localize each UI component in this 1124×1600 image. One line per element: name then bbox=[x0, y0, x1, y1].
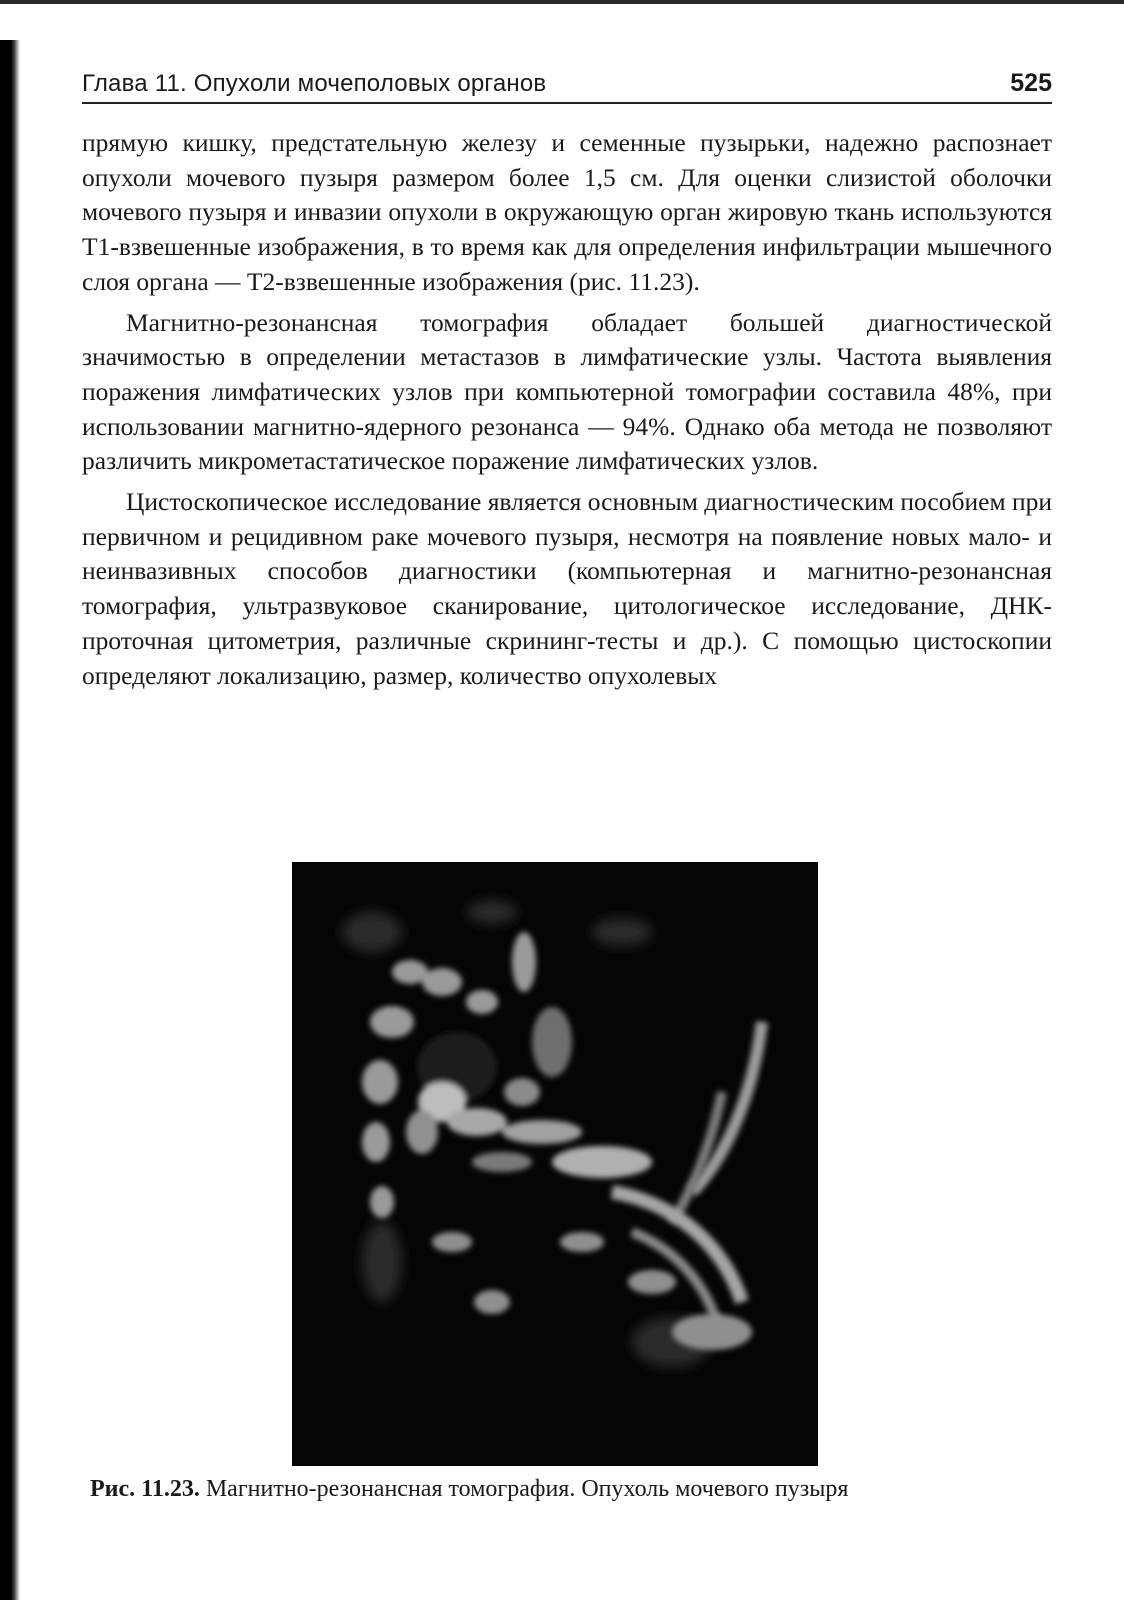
mri-figure bbox=[292, 862, 818, 1466]
figure-caption bbox=[90, 1476, 1050, 1503]
body-text bbox=[82, 126, 1052, 699]
figure-caption-label: Рис. 11.23. bbox=[90, 1476, 200, 1502]
chapter-title: Глава 11. Опухоли мочеполовых органов bbox=[82, 70, 547, 97]
mri-scan-image bbox=[292, 862, 818, 1466]
book-spine-shadow bbox=[0, 40, 20, 1600]
paragraph-continued: прямую кишку, предстательную железу и семенные пузырьки, надежно распознает опухоли мочевого пузыря размером более 1,5 см. Для оценки слизистой оболочки мочевого пузыря и инвазии опухоли в окружающую орган жировую ткань используются Т1-взвешенные изображения, в то время как для определения инфильтрации мышечного слоя органа — Т2-взвешенные изображения (рис. 11.23). bbox=[82, 128, 1052, 296]
paragraph-cystoscopy: Цистоскопическое исследование является основным диагностическим пособием при первичном и рецидивном раке мочевого пузыря, несмотря на появление новых мало- и неинвазивных способов диагностики (компьютерная и магнитно-резонансная томография, ультразвуковое сканирование, цитологическое исследование, ДНК-проточная цитометрия, различные скрининг-тесты и др.). С помощью цистоскопии определяют локализацию, размер, количество опухолевых bbox=[82, 487, 1052, 690]
paragraph-mri-lymph-nodes: Магнитно-резонансная томография обладает большей диагностической значимостью в определении метастазов в лимфатические узлы. Частота выявления поражения лимфатических узлов при компьютерной томографии составила 48%, при использовании магнитно-ядерного резонанса — 94%. Однако оба метода не позволяют различить микрометастатическое поражение лимфатических узлов. bbox=[82, 307, 1052, 476]
running-header bbox=[82, 58, 1052, 104]
page-top-edge bbox=[0, 0, 1124, 4]
figure-caption-text: Магнитно-резонансная томография. Опухоль мочевого пузыря bbox=[199, 1476, 849, 1502]
page-number: 525 bbox=[1010, 69, 1052, 97]
